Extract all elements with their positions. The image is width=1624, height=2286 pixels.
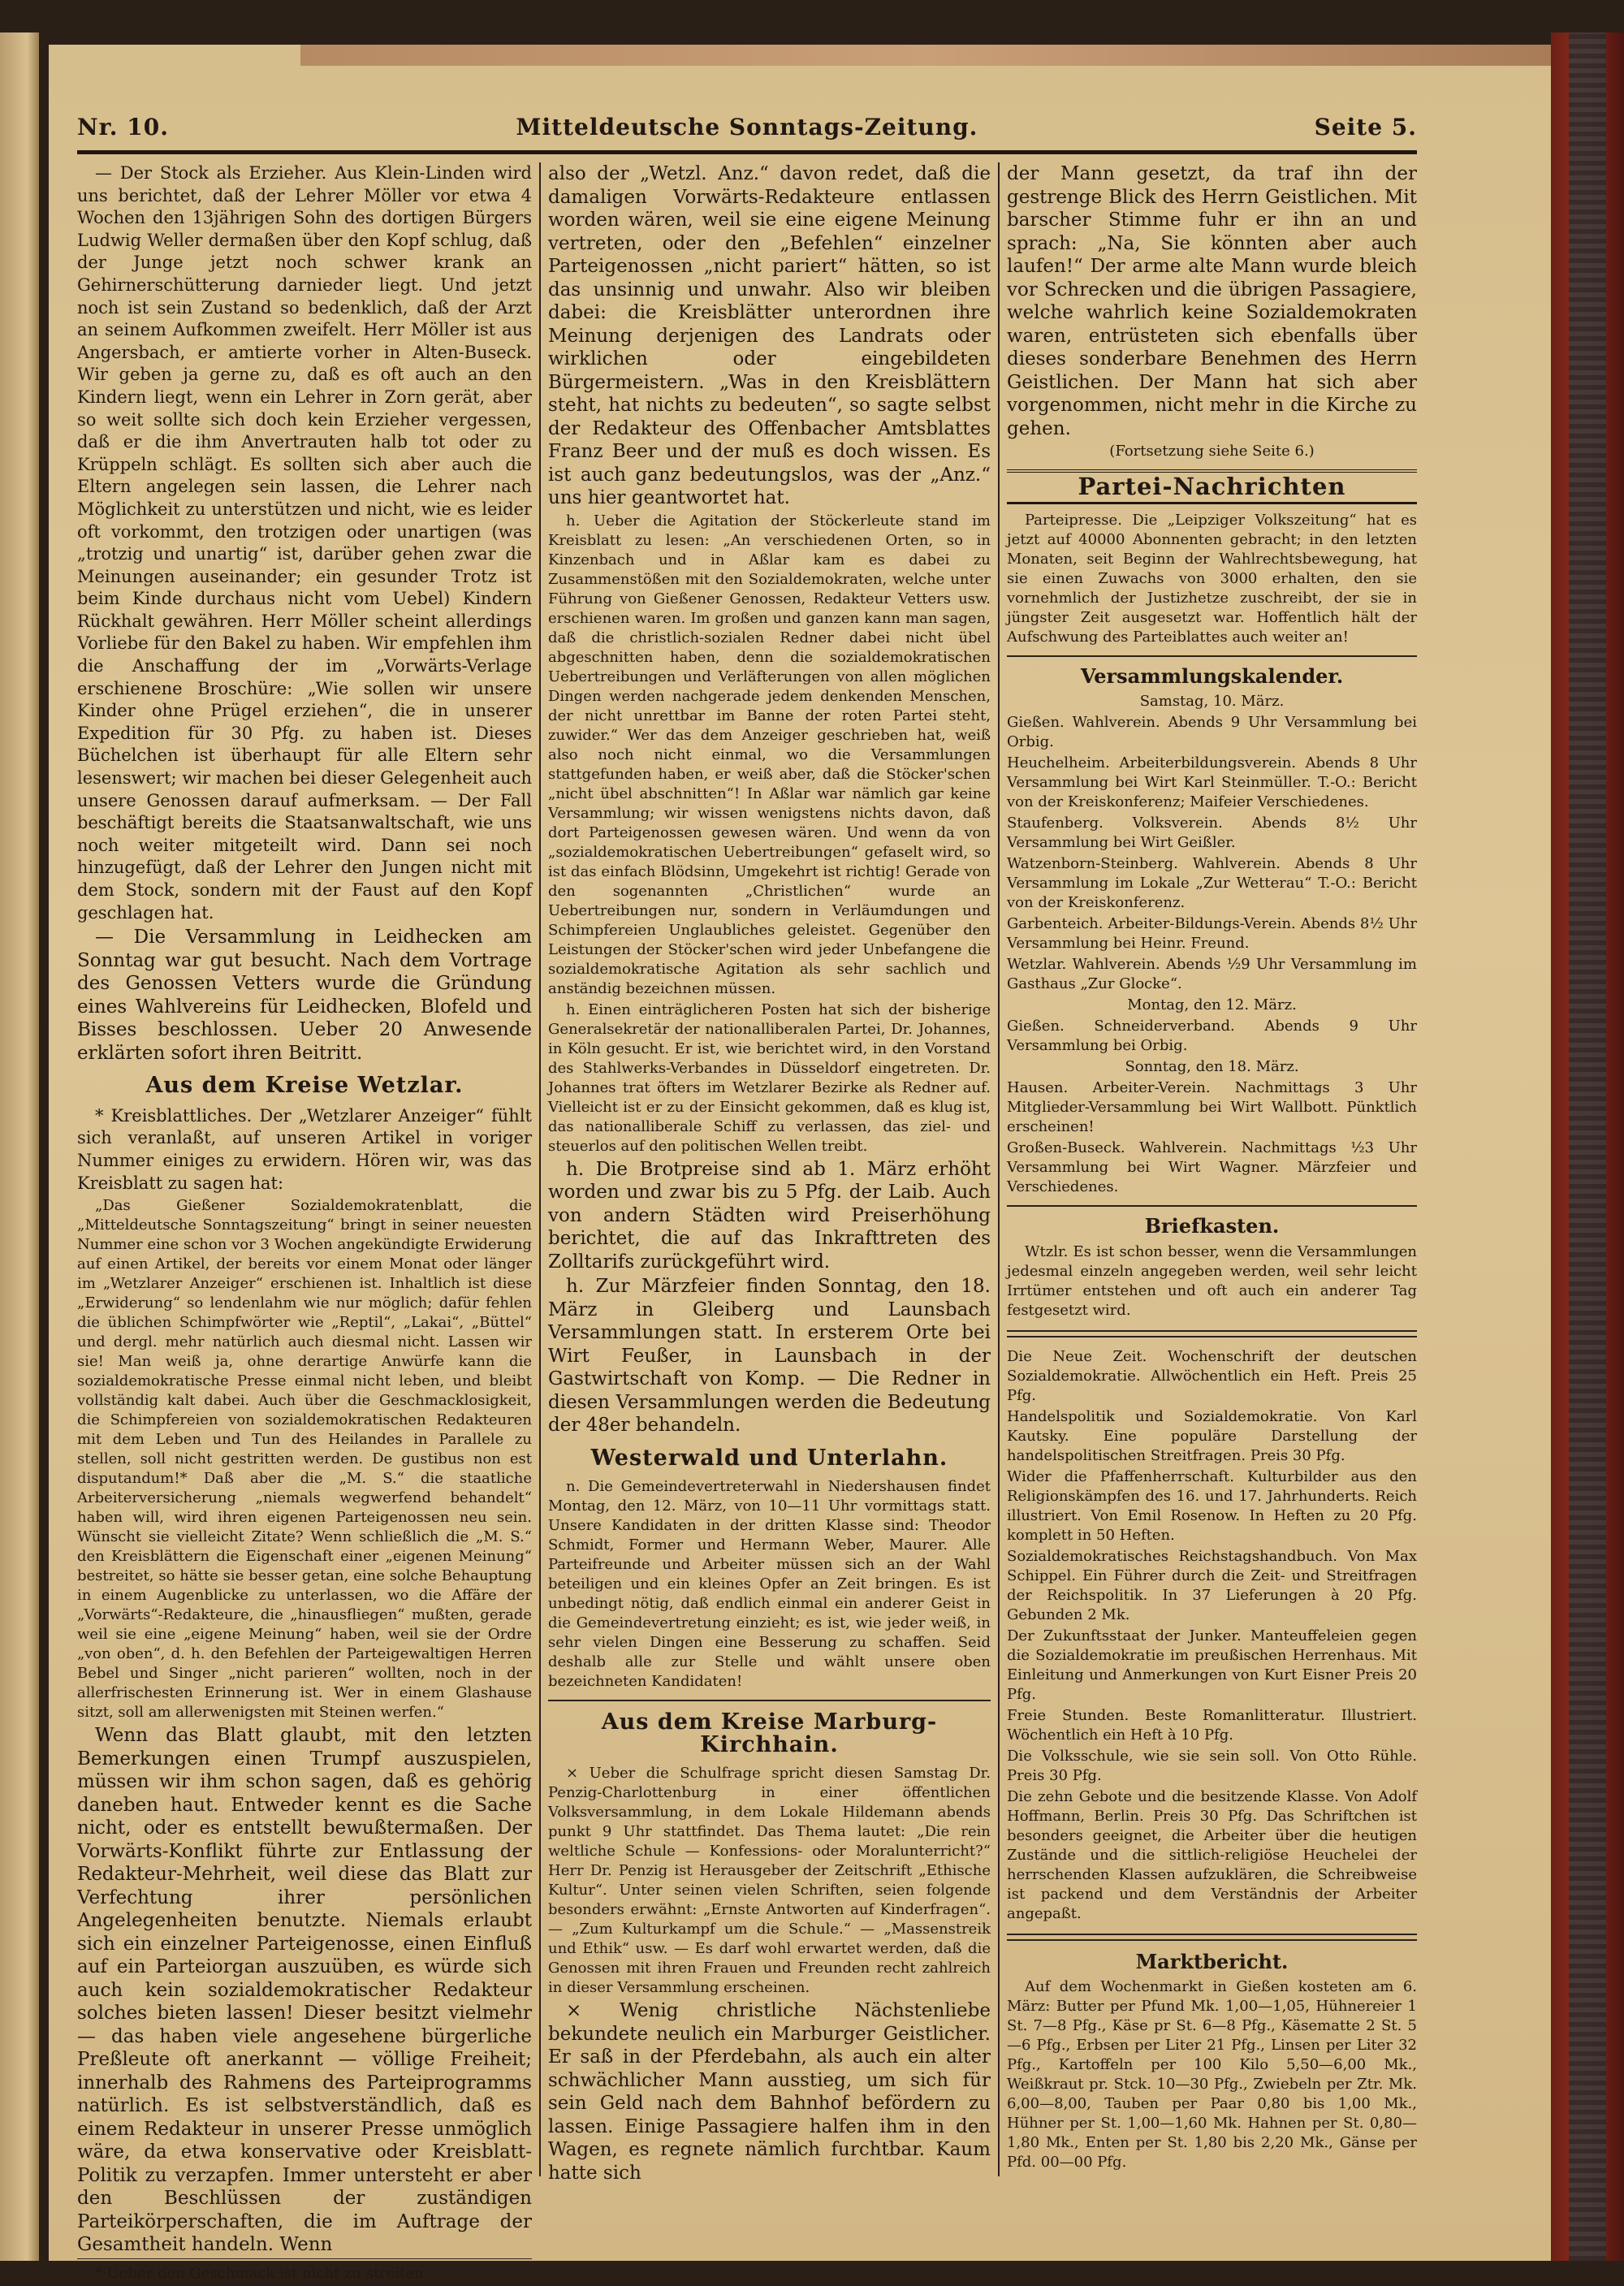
continuation-note: (Fortsetzung siehe Seite 6.) — [1109, 443, 1315, 460]
previous-page-edge — [0, 32, 39, 2261]
column-2 — [548, 162, 991, 2186]
issue-number: Nr. 10. — [77, 114, 169, 140]
calendar-entry: Watzenborn-Steinberg. Wahlverein. Abends 8 Uhr Versammlung im Lokale „Zur Wetterau“ T.-O.: Bericht von der Kreiskonferenz. — [1007, 855, 1417, 912]
article-naechstenliebe: × Wenig christliche Nächstenliebe bekundete neulich ein Marburger Geistlicher. Er saß in der Pferdebahn, als auch ein alter schwächlicher Mann ausstieg, um sich für sein Geld nach dem Bahnhof befördern zu lassen. Einige Passagiere halfen ihm in den Wagen, es regnete nämlich furchtbar. Kaum hatte sich — [548, 2000, 991, 2184]
article-stoecker: h. Ueber die Agitation der Stöckerleute stand im Kreisblatt zu lesen: „An verschiedenen Orten, so in Kinzenbach und in Aßlar kam es dabei zu Zusammenstößen mit den Sozialdemokraten, welche unter Führung von Gießener Genossen, Redakteur Vetters usw. erschienen waren. Im großen und ganzen kann man sagen, daß die christlich-sozialen Redner dabei nicht übel abgeschnitten haben, denn die sozialdemokratischen Uebertreibungen und Verläfterungen von allen möglichen Dingen werden nachgerade jedem denkenden Menschen, der nicht unrettbar im Banne der roten Partei steht, zuwider.“ Wer das dem Anzeiger geschrieben hat, weiß also noch nicht einmal, wo die Versammlungen stattgefunden haben, er weiß aber, daß die Stöcker'schen „nicht übel abschnitten“! In Aßlar war nämlich gar keine Versammlung; wir wissen wenigstens nichts davon, daß dort Parteigenossen gewesen wären. Und wenn da von „sozialdemokratischen Uebertreibungen“ gefaselt wird, so ist das einfach Blödsinn, Umgekehrt ist richtig! Gerade von den sogenannten „Christlichen“ wurde an Uebertreibungen nur, sondern in Verläumdungen und Schimpfereien Unglaubliches geleistet. Gegenüber den Leistungen der Stöcker'schen wird jeder Unbefangene die sozialdemokratische Agitation als sehr sachlich und anständig bezeichnen müssen. — [548, 512, 991, 997]
article-quote: „Das Gießener Sozialdemokratenblatt, die „Mitteldeutsche Sonntagszeitung“ bringt in seiner neuesten Nummer eine schon vor 3 Wochen angekündigte Erwiderung auf einen Artikel, der bereits vor einem Monat oder länger im „Wetzlarer Anzeiger“ erschienen ist. Inhaltlich ist diese „Erwiderung“ so lendenlahm wie nur möglich; dafür fehlen die üblichen Schimpfwörter wie „Reptil“, „Lakai“, „Büttel“ und dergl. mehr natürlich auch diesmal nicht. Lassen wir sie! Man weiß ja, ohne derartige Anwürfe kann die sozialdemokratische Presse einmal nicht leben, und bleibt vollständig kalt dabei. Auch über die Geschmacklosigkeit, die Schimpfereien von sozialdemokratischen Redakteuren mit dem Leben und Tun des Heilandes in Parallele zu stellen, soll nicht gestritten werden. De gustibus non est disputandum!* Daß aber die „M. S.“ die staatliche Arbeiterversicherung „niemals wegwerfend behandelt“ haben will, wird ihren eigenen Parteigenossen neu sein. Wünscht sie vielleicht Zitate? Wenn schließlich die „M. S.“ den Kreisblättern die Eigenschaft einer „eigenen Meinung“ bestreitet, so hätte sie besser getan, eine solche Behauptung in einem Augenblicke zu unterlassen, wo die Affäre der „Vorwärts“-Redakteure, die „hinausfliegen“ mußten, gerade weil sie eine „eigene Meinung“ haben, weil sie der Ordre „von oben“, d. h. den Befehlen der Parteigewaltigen Herren Bebel und Singer „nicht parieren“ wollten, noch in der allerfrischesten Erinnerung ist. Wer in einem Glashause sitzt, soll am allerwenigsten mit Steinen werfen.“ — [77, 1197, 532, 1722]
market-report: Auf dem Wochenmarkt in Gießen kosteten am 6. März: Butter per Pfund Mk. 1,00—1,05, Hühnereier 1 St. 7—8 Pfg., Käse pr St. 6—8 Pfg., Käsematte 2 St. 5—6 Pfg., Erbsen per Liter 21 Pfg., Linsen per Liter 32 Pfg., Kartoffeln per 100 Kilo 5,50—6,00 Mk., Weißkraut pr. Stck. 10—30 Pfg., Zwiebeln per Ztr. Mk. 6,00—8,00, Tauben per Paar 0,80 bis 1,00 Mk., Hühner per St. 1,00—1,60 Mk. Hahnen per St. 0,80—1,80 Mk., Enten per St. 1,80 bis 2,20 Mk., Gänse per Pfd. 00—00 Pfg. — [1007, 1978, 1417, 2171]
section-heading-westerwald: Westerwald und Unterlahn. — [590, 1445, 948, 1471]
column-3 — [1007, 162, 1417, 2174]
article-continued: der Mann gesetzt, da traf ihn der gestrenge Blick des Herrn Geistlichen. Mit barscher Stimme fuhr er ihn an und sprach: „Na, Sie könnten aber auch laufen!“ Der arme alte Mann wurde bleich vor Schrecken und die übrigen Passagiere, welche wahrlich keine Sozialdemokraten waren, entrüsteten sich ebenfalls über dieses sonderbare Benehmen des Herrn Geistlichen. Der Mann hat sich aber vorgenommen, nicht mehr in die Kirche zu gehen. — [1007, 163, 1417, 439]
literature-item: Die Neue Zeit. Wochenschrift der deutschen Sozialdemokratie. Allwöchentlich ein Heft. Preis 25 Pfg. — [1007, 1347, 1417, 1404]
literature-list — [1007, 1347, 1417, 1924]
book-binding — [1551, 32, 1624, 2261]
letterbox-note: Wtzlr. Es ist schon besser, wenn die Versammlungen jedesmal einzeln angegeben werden, weil sehr leicht Irrtümer entstehen und oft auch ein anderer Tag festgesetzt wird. — [1007, 1242, 1417, 1319]
article-stock-erzieher: — Der Stock als Erzieher. Aus Klein-Linden wird uns berichtet, daß der Lehrer Möller vor etwa 4 Wochen den 13jährigen Sohn des dortigen Bürgers Ludwig Weller dermaßen über den Kopf schlug, daß der Junge jetzt noch schwer krank an Gehirnerschütterung darnieder liegt. Und jetzt noch ist sein Zustand so bedenklich, daß der Arzt an seinem Aufkommen zweifelt. Herr Möller ist aus Angersbach, er amtierte vorher in Alten-Buseck. Wir geben ja gerne zu, daß es oft auch an den Kindern liegt, wenn ein Lehrer in Zorn gerät, aber so weit sollte sich doch kein Erzieher vergessen, daß er die ihm Anvertrauten halb tot oder zu Krüppeln schlägt. Es sollten sich aber auch die Eltern angelegen sein lassen, die Lehrer nach Möglichkeit zu unterstützen und nicht, wie es leider oft vorkommt, den trotzigen oder unartigen (was „trotzig und unartig“ ist, darüber gehen zwar die Meinungen auseinander; ein gesunder Trotz ist beim Kinde durchaus nicht vom Uebel) Kindern Rückhalt gewähren. Herr Möller scheint allerdings Vorliebe für den Bakel zu haben. Wir empfehlen ihm die Anschaffung der im „Vorwärts-Verlage erschienene Broschüre: „Wie sollen wir unsere Kinder ohne Prügel erziehen“, die in unserer Expedition für 30 Pfg. zu haben ist. Dieses Büchelchen ist überhaupt für alle Eltern sehr lesenswert; wir machen bei dieser Gelegenheit auch unsere Genossen darauf aufmerksam. — Der Fall beschäftigt bereits die Staatsanwaltschaft, wie uns noch weiter mitgeteilt wird. Dann sei noch hinzugefügt, daß der Lehrer den Jungen nicht mit dem Stock, sondern mit der Faust auf den Kopf geschlagen hat. — [77, 163, 532, 923]
newspaper-title: Mitteldeutsche Sonntags-Zeitung. — [516, 114, 978, 140]
calendar-entry: Gießen. Schneiderverband. Abends 9 Uhr Versammlung bei Orbig. — [1007, 1018, 1417, 1055]
column-rule — [539, 162, 541, 2176]
literature-item: Die Volksschule, wie sie sein soll. Von Otto Rühle. Preis 30 Pfg. — [1007, 1747, 1417, 1784]
divider — [1007, 1330, 1417, 1337]
column-rule — [998, 162, 1000, 2176]
calendar-entry: Staufenberg. Volksverein. Abends 8½ Uhr Versammlung bei Wirt Geißler. — [1007, 815, 1417, 852]
article-parteipresse: Parteipresse. Die „Leipziger Volkszeitung“ hat es jetzt auf 40000 Abonnenten gebracht; in den letzten Monaten, seit Beginn der Wahlrechtsbewegung, hat sie einen Zuwachs von 3000 erhalten, den sie vornehmlich der Justizhetze zuschreibt, der sie in jüngster Zeit ausgesetzt war. Hoffentlich hält der Aufschwung des Parteiblattes auch weiter an! — [1007, 511, 1417, 646]
literature-item: Der Zukunftsstaat der Junker. Manteuffeleien gegen die Sozialdemokratie im preußischen Herrenhaus. Mit Einleitung und Anmerkungen von Kurt Eisner Preis 20 Pfg. — [1007, 1627, 1417, 1703]
meeting-calendar — [1007, 692, 1417, 1197]
article-schulfrage: × Ueber die Schulfrage spricht diesen Samstag Dr. Penzig-Charlottenburg in einer öffentlichen Volksversammlung, in dem Lokale Hildemann abends punkt 9 Uhr stattfindet. Das Thema lautet: „Die rein weltliche Schule — Konfessions- oder Moralunterricht?“ Herr Dr. Penzig ist Herausgeber der Zeitschrift „Ethische Kultur“. Unter seinen vielen Schriften, seien folgende besonders erwähnt: „Ernste Antworten auf Kinderfragen“. — „Zum Kulturkampf um die Schule.“ — „Massenstreik und Ethik“ usw. — Es darf wohl erwartet werden, daß die Genossen mit ihren Frauen und Freunden recht zahlreich in dieser Versammlung erscheinen. — [548, 1765, 991, 1997]
section-heading-marburg: Aus dem Kreise Marburg-Kirchhain. — [601, 1709, 938, 1757]
literature-item: Die zehn Gebote und die besitzende Klasse. Von Adolf Hoffmann, Berlin. Preis 30 Pfg. Das Schriftchen ist besonders geeignet, die Arbeiter über die heutigen Zustände und die sittlich-religiöse Heuchelei der herrschenden Klassen aufzuklären, die Schreibweise ist packend und dem Verständnis der Arbeiter angepaßt. — [1007, 1787, 1417, 1922]
calendar-entry: Garbenteich. Arbeiter-Bildungs-Verein. Abends 8½ Uhr Versammlung bei Heinr. Freund. — [1007, 915, 1417, 953]
calendar-entry: Heuchelheim. Arbeiterbildungsverein. Abends 8 Uhr Versammlung bei Wirt Karl Steinmüller. T.-O.: Bericht von der Kreiskonferenz; Maifeier Verschiedenes. — [1007, 754, 1417, 811]
literature-item: Sozialdemokratisches Reichstagshandbuch. Von Max Schippel. Ein Führer durch die Zeit- und Streitfragen der Reichspolitik. In 37 Lieferungen à 20 Pfg. Gebunden 2 Mk. — [1007, 1547, 1417, 1623]
page-top-band — [300, 45, 1551, 66]
article-reply: Wenn das Blatt glaubt, mit den letzten Bemerkungen einen Trumpf auszuspielen, müssen wir ihm schon sagen, daß es gehörig daneben haut. Entweder kennt es die Sache nicht, oder es entstellt bewußtermaßen. Der Vorwärts-Konflikt führte zur Entlassung der Redakteur-Mehrheit, weil diese das Blatt zur Verfechtung ihrer persönlichen Angelegenheiten benutzte. Niemals erlaubt sich ein einzelner Parteigenosse, einen Einfluß auf ein Parteiorgan auszuüben, es würde sich auch kein sozialdemokratischer Redakteur solches bieten lassen! Dieser besitzt vielmehr — das haben viele angesehene bürgerliche Preßleute oft anerkannt — völlige Freiheit; innerhalb des Rahmens des Parteiprogramms natürlich. Es ist selbstverständlich, daß es einem Redakteur in unserer Presse unmöglich wäre, da etwa konservative oder Kreisblatt-Politik zu verzapfen. Immer untersteht er aber den Beschlüssen der zuständigen Parteikörperschaften, die im Auftrage der Gesamtheit handeln. Wenn — [77, 1725, 532, 2256]
calendar-day: Samstag, 10. März. — [1139, 693, 1285, 711]
section-heading-briefkasten: Briefkasten. — [1144, 1214, 1280, 1238]
calendar-entry: Hausen. Arbeiter-Verein. Nachmittags 3 Uhr Mitglieder-Versammlung bei Wirt Wallbott. Pünktlich erscheinen! — [1007, 1079, 1417, 1136]
section-heading-kalender: Versammlungskalender. — [1080, 663, 1344, 688]
calendar-day: Sonntag, den 18. März. — [1125, 1058, 1299, 1076]
literature-item: Handelspolitik und Sozialdemokratie. Von Karl Kautsky. Eine populäre Darstellung der handelspolitischen Streitfragen. Preis 30 Pfg. — [1007, 1407, 1417, 1464]
page-number: Seite 5. — [1314, 114, 1417, 140]
binding-tape — [1569, 32, 1606, 2261]
literature-item: Wider die Pfaffenherrschaft. Kulturbilder aus den Religionskämpfen des 16. und 17. Jahrhunderts. Reich illustriert. Von Emil Rosenow. In Heften zu 20 Pfg. komplett in 50 Heften. — [1007, 1467, 1417, 1544]
section-heading-partei: Partei-Nachrichten — [1007, 469, 1417, 504]
calendar-entry: Großen-Buseck. Wahlverein. Nachmittags ½3 Uhr Versammlung bei Wirt Wagner. Märzfeier und Verschiedenes. — [1007, 1139, 1417, 1196]
footnote: * Ueber den Geschmack ist nicht zu streiten. — [77, 2258, 532, 2285]
divider — [548, 1700, 991, 1701]
article-johannes: h. Einen einträglicheren Posten hat sich der bisherige Generalsekretär der nationalliberalen Partei, Dr. Johannes, in Köln gesucht. Er ist, wie berichtet wird, in den Vorstand des Stahlwerks-Verbandes in Düsseldorf eingetreten. Dr. Johannes trat öfters im Wetzlarer Bezirke als Redner auf. Vielleicht ist er zu der Einsicht gekommen, daß es klug ist, das nationalliberale Schiff zu verlassen, das ziel- und steuerlos auf den politischen Wellen treibt. — [548, 1000, 991, 1155]
article-brotpreise: h. Die Brotpreise sind ab 1. März erhöht worden und zwar bis zu 5 Pfg. der Laib. Auch von andern Städten wird Preiserhöhung berichtet, die auf das Inkrafttreten des Zolltarifs zurückgeführt wird. — [548, 1158, 991, 1273]
literature-item: Freie Stunden. Beste Romanlitteratur. Illustriert. Wöchentlich ein Heft à 10 Pfg. — [1007, 1706, 1417, 1744]
article-leidhecken: — Die Versammlung in Leidhecken am Sonntag war gut besucht. Nach dem Vortrage des Genossen Vetters wurde die Gründung eines Wahlvereins für Leidhecken, Blofeld und Bisses beschlossen. Ueber 20 Anwesende erklärten sofort ihren Beitritt. — [77, 927, 532, 1064]
article-kreisblattliches: * Kreisblattliches. Der „Wetzlarer Anzeiger“ fühlt sich veranlaßt, auf unseren Artikel in voriger Nummer einiges zu erwidern. Hören wir, was das Kreisblatt zu sagen hat: — [77, 1105, 532, 1193]
section-heading-wetzlar: Aus dem Kreise Wetzlar. — [145, 1073, 464, 1099]
calendar-entry: Wetzlar. Wahlverein. Abends ½9 Uhr Versammlung im Gasthaus „Zur Glocke“. — [1007, 956, 1417, 993]
column-1 — [77, 162, 532, 2286]
calendar-entry: Gießen. Wahlverein. Abends 9 Uhr Versammlung bei Orbig. — [1007, 714, 1417, 751]
calendar-day: Montag, den 12. März. — [1127, 996, 1297, 1014]
divider — [1007, 1934, 1417, 1941]
article-maerzfeier: h. Zur Märzfeier finden Sonntag, den 18. März in Gleiberg und Launsbach Versammlungen statt. In ersterem Orte bei Wirt Feußer, in Launsbach in der Gastwirtschaft von Komp. — Die Redner in diesen Versammlungen werden die Bedeutung der 48er behandeln. — [548, 1276, 991, 1436]
article-gemeindewahl: n. Die Gemeindevertreterwahl in Niedershausen findet Montag, den 12. März, von 10—11 Uhr vormittags statt. Unsere Kandidaten in der dritten Klasse sind: Theodor Schmidt, Former und Hermann Weber, Maurer. Alle Parteifreunde und Arbeiter müssen sich an der Wahl beteiligen und ein kleines Opfer an Zeit bringen. Es ist unbedingt nötig, daß endlich einmal ein anderer Geist in die Gemeindevertretung einzieht; es ist, wie jeder weiß, in sehr vielen Dingen eine Besserung zu schaffen. Seid deshalb alle zur Stelle und wählt unsere oben bezeichneten Kandidaten! — [548, 1478, 991, 1691]
divider — [1007, 1205, 1417, 1207]
article-continued: also der „Wetzl. Anz.“ davon redet, daß die damaligen Vorwärts-Redakteure entlassen worden wären, weil sie eine eigene Meinung vertreten, oder den „Befehlen“ einzelner Parteigenossen „nicht pariert“ hätten, so ist das unsinnig und unwahr. Also wir bleiben dabei: die Kreisblätter unterordnen ihre Meinung derjenigen des Landrats oder wirklichen oder eingebildeten Bürgermeistern. „Was in den Kreisblättern steht, hat nichts zu bedeuten“, so sagte selbst der Redakteur des Offenbacher Amtsblattes Franz Beer und der muß es doch wissen. Es ist auch ganz bedeutungslos, was der „Anz.“ uns hier geantwortet hat. — [548, 163, 991, 508]
masthead — [77, 114, 1417, 154]
section-heading-marktbericht: Marktbericht. — [1135, 1949, 1289, 1973]
header-rule — [77, 150, 1417, 154]
divider — [1007, 655, 1417, 657]
